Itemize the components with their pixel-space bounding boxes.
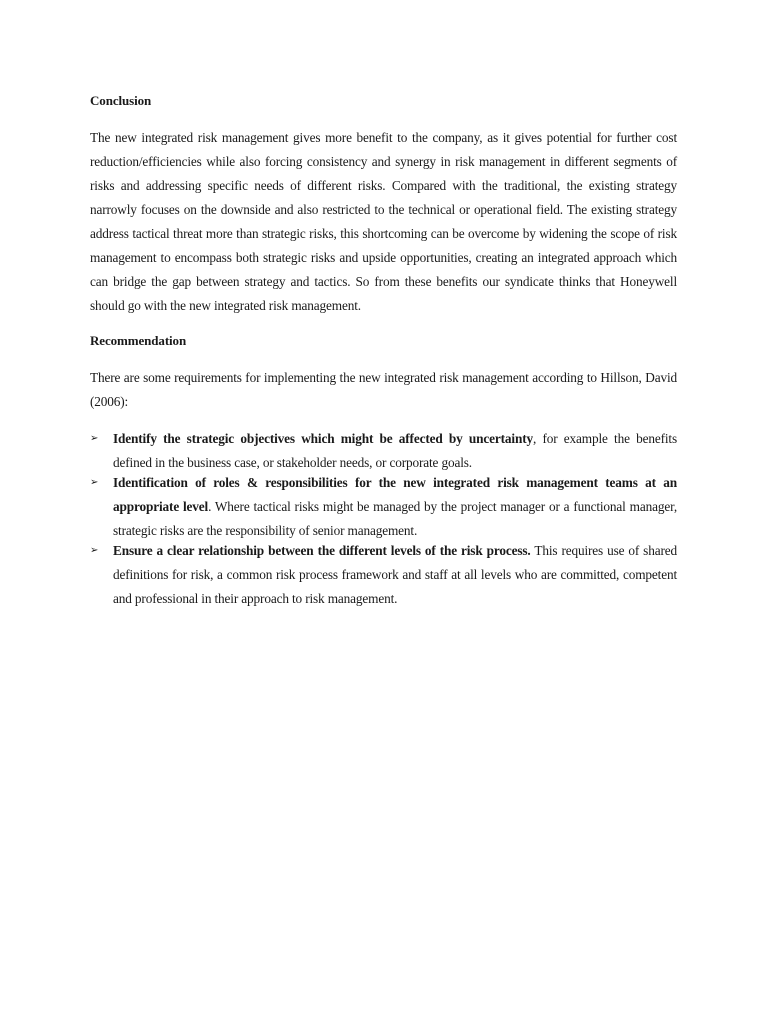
arrow-bullet-icon: ➢ [90,477,99,488]
conclusion-paragraph: The new integrated risk management gives more benefit to the company, as it gives potential for further cost reduction/efficiencies while also forcing consistency and synergy in risk management in different segments of risks and addressing specific needs of different risks. Compared with the traditional, the existing strategy narrowly focuses on the downside and also restricted to the technical or operational field. The existing strategy address tactical threat more than strategic risks, this shortcoming can be overcome by widening the scope of risk management to encompass both strategic risks and upside opportunities, creating an integrated approach which can bridge the gap between strategy and tactics. So from these benefits our syndicate thinks that Honeywell should go with the new integrated risk management. [90,130,677,313]
recommendation-intro-paragraph: There are some requirements for implementing the new integrated risk management according to Hillson, David (2006): [90,370,677,409]
recommendation-item-text: . Where tactical risks might be managed by the project manager or a functional manager, strategic risks are the responsibility of senior management. [113,499,677,538]
arrow-bullet-icon: ➢ [90,433,99,444]
conclusion-heading: Conclusion [90,93,152,108]
recommendation-item-bold: Identification of roles & responsibilities for the new integrated risk management teams at an appropriate level [113,475,677,514]
recommendation-item [90,427,677,475]
document-page [90,90,677,611]
recommendation-item-text: , for example the benefits defined in the business case, or stakeholder needs, or corporate goals. [113,431,677,470]
recommendation-item [90,539,677,611]
recommendation-heading: Recommendation [90,333,187,348]
recommendation-item [90,471,677,543]
arrow-bullet-icon: ➢ [90,545,99,556]
recommendation-item-bold: Identify the strategic objectives which might be affected by uncertainty [113,431,533,446]
recommendation-item-bold: Ensure a clear relationship between the different levels of the risk process. [113,543,531,558]
recommendation-list [90,427,677,611]
recommendation-item-text: This requires use of shared definitions for risk, a common risk process framework and staff at all levels who are committed, competent and professional in their approach to risk management. [113,543,677,606]
